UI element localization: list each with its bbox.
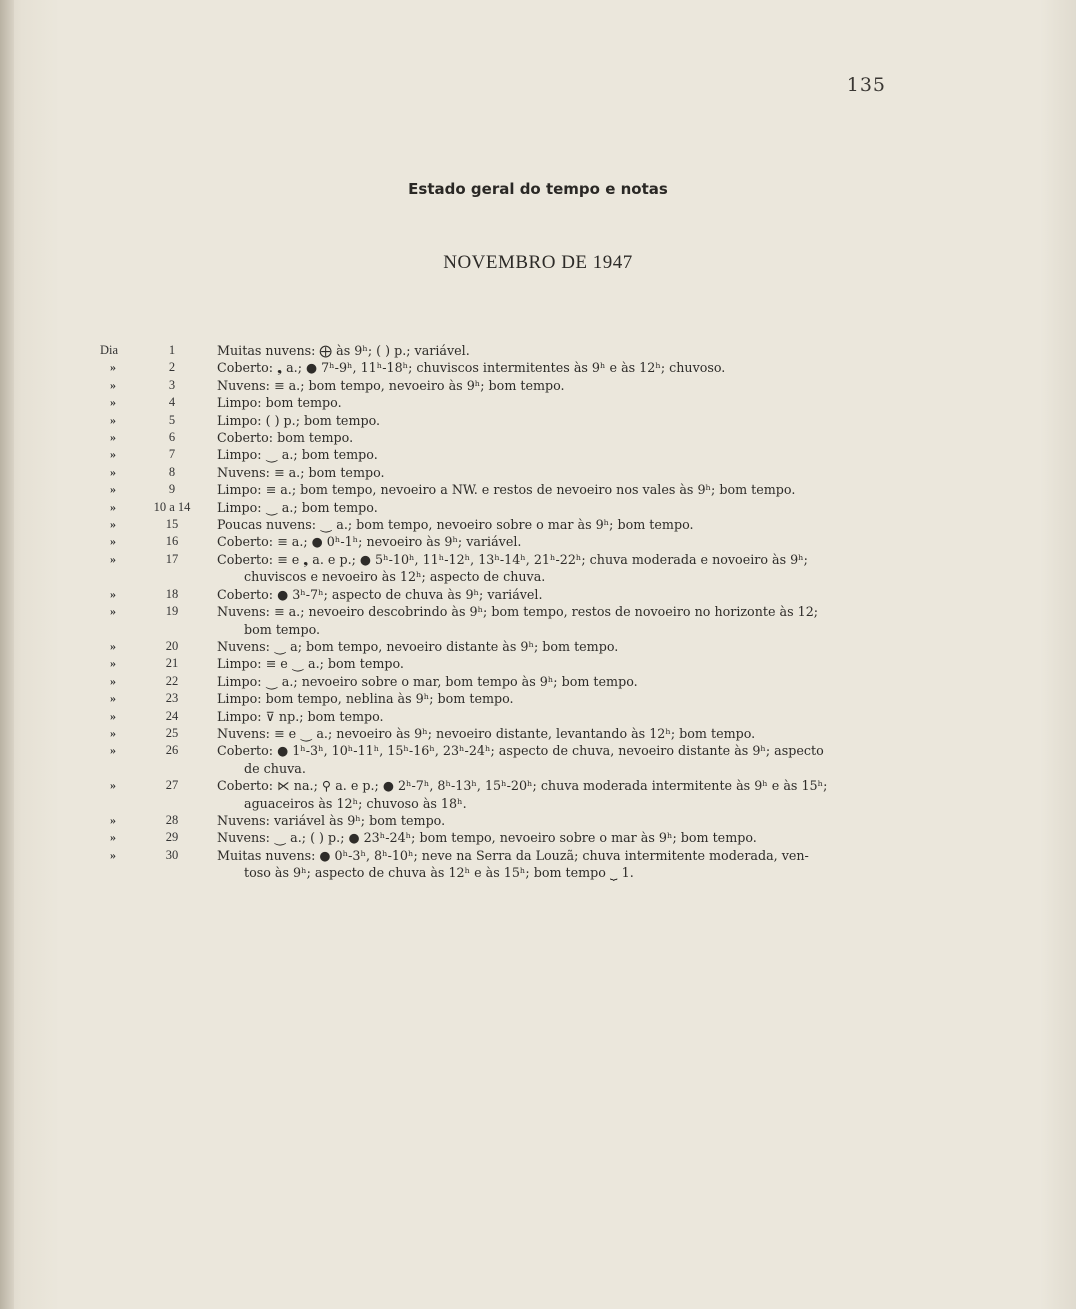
entry-line: Coberto: ⋉ na.; ⚲ a. e p.; ● 2ʰ-7ʰ, 8ʰ-13ʰ, 15ʰ-20ʰ; chuva moderada intermitente às 9ʰ e às 15ʰ;	[217, 778, 828, 794]
entry-line: Coberto: bom tempo.	[217, 430, 354, 446]
entry-row	[0, 481, 1076, 498]
entry-line: Nuvens: ≡ a.; bom tempo.	[217, 464, 385, 480]
entry-text	[217, 655, 877, 672]
entry-label: »	[110, 551, 116, 566]
entry-day: 24	[165, 708, 179, 723]
entry-day: 18	[165, 586, 179, 601]
entry-row	[0, 464, 1076, 481]
entry-label: »	[110, 725, 116, 740]
entry-label: »	[110, 534, 116, 549]
entry-label: »	[110, 604, 116, 619]
entry-label: »	[110, 691, 116, 706]
entry-text	[217, 812, 877, 829]
entry-text	[217, 603, 877, 638]
entry-day: 9	[168, 482, 176, 497]
entry-row	[0, 342, 1076, 359]
entry-line: Nuvens: ≡ a.; bom tempo, nevoeiro às 9ʰ; bom tempo.	[217, 377, 565, 393]
entry-day: 15	[165, 517, 179, 532]
entry-line: Nuvens: variável às 9ʰ; bom tempo.	[217, 812, 446, 828]
entry-line: Coberto: ● 1ʰ-3ʰ, 10ʰ-11ʰ, 15ʰ-16ʰ, 23ʰ-24ʰ; aspecto de chuva, nevoeiro distante às 9ʰ; aspecto	[217, 743, 824, 759]
entry-row	[0, 829, 1076, 846]
entry-day: 3	[168, 377, 176, 392]
entry-row	[0, 673, 1076, 690]
entry-line: Limpo: ⏝ a.; bom tempo.	[217, 447, 378, 463]
entry-day: 5	[168, 412, 176, 427]
entry-day: 7	[168, 447, 176, 462]
entry-label: »	[110, 430, 116, 445]
entry-text	[217, 377, 877, 394]
weather-entries-table	[0, 342, 1076, 882]
page-title: Estado geral do tempo e notas	[408, 180, 668, 198]
entry-label: »	[110, 812, 116, 827]
entry-text	[217, 551, 877, 586]
entry-line: Limpo: ⊽ np.; bom tempo.	[217, 708, 384, 724]
entry-text	[217, 847, 877, 882]
entry-row	[0, 708, 1076, 725]
entry-line: Nuvens: ⏝ a; bom tempo, nevoeiro distante às 9ʰ; bom tempo.	[217, 638, 619, 654]
entry-day: 26	[165, 743, 179, 758]
entry-day: 29	[165, 830, 179, 845]
entry-continuation-line: bom tempo.	[244, 621, 321, 637]
entry-label: »	[110, 586, 116, 601]
entry-row	[0, 742, 1076, 777]
entry-text	[217, 638, 877, 655]
entry-text	[217, 690, 877, 707]
entry-row	[0, 812, 1076, 829]
entry-text	[217, 446, 877, 463]
entry-row	[0, 446, 1076, 463]
entry-text	[217, 742, 877, 777]
entry-label: »	[110, 847, 116, 862]
entry-label: »	[110, 517, 116, 532]
month-heading: NOVEMBRO DE 1947	[443, 252, 633, 273]
entry-day: 8	[168, 464, 176, 479]
entry-day: 23	[165, 691, 179, 706]
entry-text	[217, 673, 877, 690]
entry-day: 17	[165, 551, 179, 566]
entry-label: »	[110, 447, 116, 462]
entry-line: Coberto: ≡ a.; ● 0ʰ-1ʰ; nevoeiro às 9ʰ; variável.	[217, 534, 522, 550]
entry-label: »	[110, 377, 116, 392]
entry-text	[217, 725, 877, 742]
entry-label: »	[110, 708, 116, 723]
entry-text	[217, 829, 877, 846]
entry-row	[0, 690, 1076, 707]
entry-line: Nuvens: ⏝ a.; ( ) p.; ● 23ʰ-24ʰ; bom tempo, nevoeiro sobre o mar às 9ʰ; bom tempo.	[217, 830, 757, 846]
entry-row	[0, 516, 1076, 533]
entry-row	[0, 847, 1076, 882]
entry-label: »	[110, 673, 116, 688]
entry-row	[0, 533, 1076, 550]
entry-row	[0, 412, 1076, 429]
entry-continuation-line: aguaceiros às 12ʰ; chuvoso às 18ʰ.	[244, 795, 467, 811]
entry-row	[0, 603, 1076, 638]
entry-day: 16	[165, 534, 179, 549]
entry-text	[217, 777, 877, 812]
entry-day: 22	[165, 673, 179, 688]
entry-row	[0, 377, 1076, 394]
page-number: 135	[846, 74, 886, 96]
entry-label: »	[110, 395, 116, 410]
entry-text	[217, 481, 877, 498]
entry-row	[0, 777, 1076, 812]
entry-text	[217, 359, 877, 376]
entry-line: Limpo: bom tempo, neblina às 9ʰ; bom tempo.	[217, 691, 514, 707]
entry-row	[0, 359, 1076, 376]
entry-text	[217, 516, 877, 533]
entry-day: 25	[165, 725, 179, 740]
entry-label: »	[110, 499, 116, 514]
entry-continuation-line: chuviscos e nevoeiro às 12ʰ; aspecto de chuva.	[244, 569, 546, 585]
entry-line: Muitas nuvens: ● 0ʰ-3ʰ, 8ʰ-10ʰ; neve na Serra da Louzã; chuva intermitente moderada, ven-	[217, 847, 809, 863]
entry-label: »	[110, 412, 116, 427]
entry-day: 21	[165, 656, 179, 671]
entry-label: »	[110, 830, 116, 845]
entry-row	[0, 551, 1076, 586]
entry-day: 19	[165, 604, 179, 619]
entry-continuation-line: toso às 9ʰ; aspecto de chuva às 12ʰ e às 15ʰ; bom tempo ⏟ 1.	[244, 865, 634, 881]
entry-text	[217, 429, 877, 446]
entry-text	[217, 412, 877, 429]
entry-line: Poucas nuvens: ⏝ a.; bom tempo, nevoeiro sobre o mar às 9ʰ; bom tempo.	[217, 517, 694, 533]
entry-day: 30	[165, 847, 179, 862]
entry-day: 10 a 14	[153, 499, 191, 514]
entry-day: 27	[165, 778, 179, 793]
entry-label: »	[110, 638, 116, 653]
entry-row	[0, 586, 1076, 603]
entry-line: Limpo: bom tempo.	[217, 395, 342, 411]
entry-day: 6	[168, 430, 176, 445]
entry-text	[217, 708, 877, 725]
entry-text	[217, 464, 877, 481]
entry-line: Nuvens: ≡ e ⏝ a.; nevoeiro às 9ʰ; nevoeiro distante, levantando às 12ʰ; bom tempo.	[217, 725, 756, 741]
entry-row	[0, 499, 1076, 516]
entry-continuation-line: de chuva.	[244, 760, 306, 776]
entry-row	[0, 638, 1076, 655]
entry-row	[0, 429, 1076, 446]
entry-text	[217, 499, 877, 516]
entry-label: »	[110, 656, 116, 671]
entry-label: Dia	[100, 343, 119, 357]
entry-day: 4	[168, 395, 176, 410]
entry-text	[217, 586, 877, 603]
entry-line: Limpo: ( ) p.; bom tempo.	[217, 412, 381, 428]
entry-line: Limpo: ⏝ a.; bom tempo.	[217, 499, 378, 515]
entry-line: Muitas nuvens: ⨁ às 9ʰ; ( ) p.; variável.	[217, 343, 470, 358]
entry-row	[0, 394, 1076, 411]
entry-day: 20	[165, 638, 179, 653]
entry-row	[0, 725, 1076, 742]
entry-row	[0, 655, 1076, 672]
entry-label: »	[110, 743, 116, 758]
entry-text	[217, 533, 877, 550]
entry-line: Coberto: ≡ e ❟ a. e p.; ● 5ʰ-10ʰ, 11ʰ-12ʰ, 13ʰ-14ʰ, 21ʰ-22ʰ; chuva moderada e novoeiro às 9ʰ;	[217, 551, 808, 567]
entry-text	[217, 342, 877, 359]
entry-text	[217, 394, 877, 411]
entry-line: Limpo: ⏝ a.; nevoeiro sobre o mar, bom tempo às 9ʰ; bom tempo.	[217, 673, 638, 689]
entry-line: Limpo: ≡ a.; bom tempo, nevoeiro a NW. e restos de nevoeiro nos vales às 9ʰ; bom tempo.	[217, 482, 796, 498]
entry-line: Coberto: ❟ a.; ● 7ʰ-9ʰ, 11ʰ-18ʰ; chuviscos intermitentes às 9ʰ e às 12ʰ; chuvoso.	[217, 360, 726, 376]
entry-day: 1	[168, 343, 176, 357]
entry-label: »	[110, 482, 116, 497]
entry-line: Coberto: ● 3ʰ-7ʰ; aspecto de chuva às 9ʰ; variável.	[217, 586, 543, 602]
entry-label: »	[110, 778, 116, 793]
entry-line: Limpo: ≡ e ⏝ a.; bom tempo.	[217, 656, 404, 672]
entry-line: Nuvens: ≡ a.; nevoeiro descobrindo às 9ʰ; bom tempo, restos de novoeiro no horizonte às 12;	[217, 604, 819, 620]
entry-day: 2	[168, 360, 176, 375]
entry-label: »	[110, 464, 116, 479]
entry-label: »	[110, 360, 116, 375]
entry-day: 28	[165, 812, 179, 827]
